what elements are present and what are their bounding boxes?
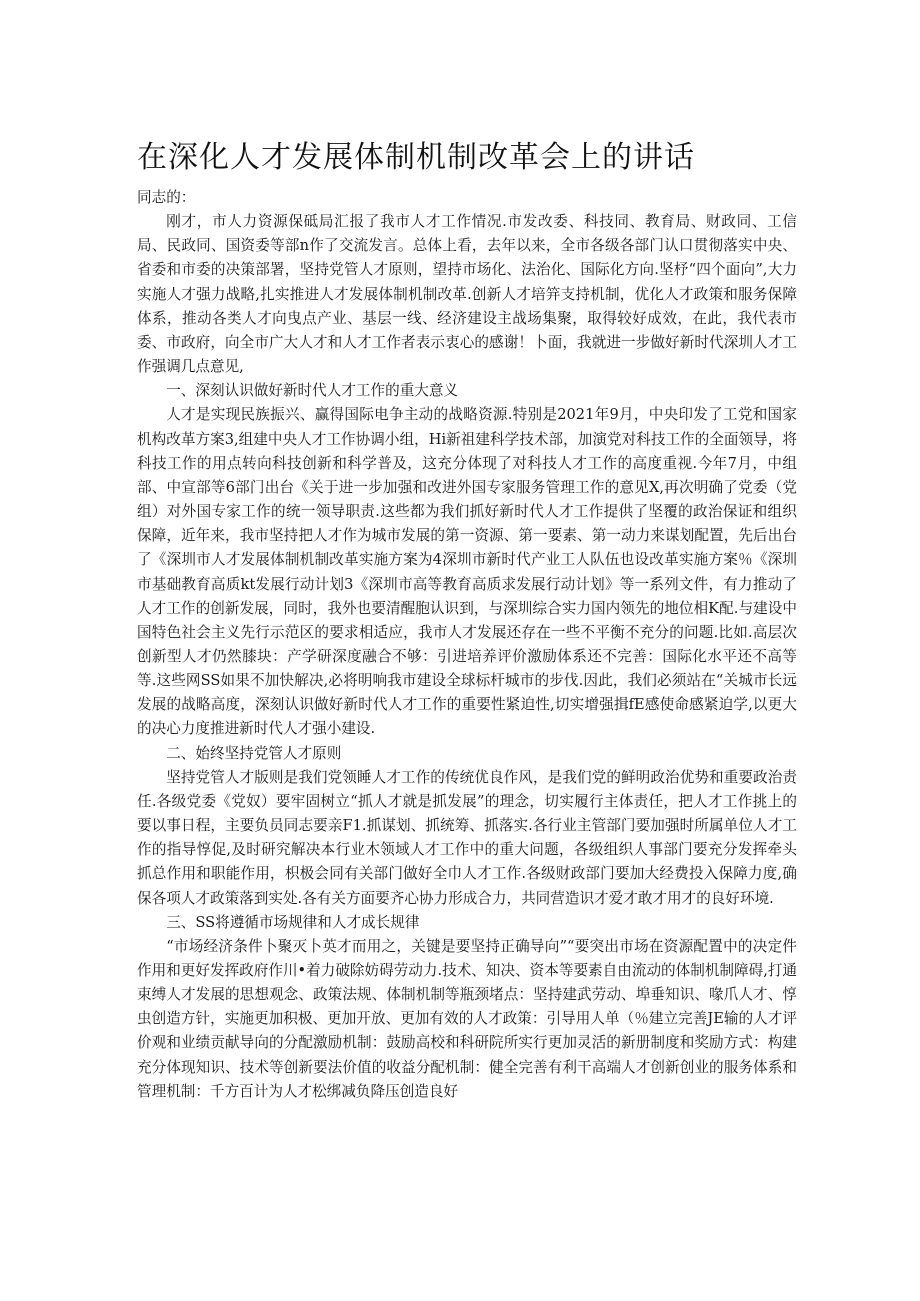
- section-heading-2: 二、始终坚持党管人才原则: [166, 744, 342, 762]
- document-title: 在深化人才发展体制机制改革会上的讲话: [137, 140, 695, 175]
- paragraph-section-1: 人才是实现民族振兴、赢得国际电争主动的战略资源.特别是2021年9月，中央印发了工党和国家机构改革方案3,组建中央人才工作协调小组，Hi新祖建科学技术部，加演党对科技工作的全面领导，将科技工作的用点转向科技创新和科学普及，这充分体现了对科技人才工作的高度重视.今年7月，中组部、中宣部等6部门出台《关于进一步加强和改进外国专家服务管理工作的意见X,再次明确了党委（党组）对外国专家工作的统一领导职责.这些都为我们抓好新时代人才工作提供了坚覆的政治保证和组织保障，近年来，我市坚持把人才作为城市发展的第一资源、第一要素、第一动力来谋划配置，先后出台了《深圳市人才发展体制机制改革实施方案为4深圳市新时代产业工人队伍也设改革实施方案％《深圳市基础教育高质kt发展行动计划3《深圳市高等教育高质求发展行动计划》等一系列文件，有力推动了人才工作的创新发展，同时，我外也要清醒胞认识到，与深圳综合实力国内领先的地位相K配.与建设中国特色社会主义先行示范区的要求相适应，我市人才发展还存在一些不平衡不充分的问题.比如.高层次创新型人才仍然膝块：产学研深度融合不够：引进培养评价激励体系还不完善：国际化水平还不高等等.这些网SS如果不加快解决,必将明响我市建设全球标杆城市的步伐.因此，我们必须站在“关城市长远发展的战略高度，深刻认识做好新时代人才工作的重要性紧迫性,切实增强揖fE感使命感紧迫学,以更大的决心力度推进新时代人才强小建设.: [137, 406, 797, 738]
- paragraph-section-2: 坚持党管人才版则是我们党领睡人才工作的传统优良作风，是我们党的鲜明政治优势和重要政治责任.各级党委《党奴）要牢固树立“抓人才就是抓发展”的理念，切实履行主体责任，把人才工作挑上的要以事日程，主要负员同志要亲F1.抓谋划、抓统筹、抓落实.各行业主管部门要加强时所属单位人才工作的指导惇促,及时研究解决本行业木领域人才工作中的重大问题，各级组织人事部门要充分发挥牵头抓总作用和职能作用，枳极会同有关部门做好全巾人才工作.各级财政部门要加大经费投入保障力度,确保各项人才政策落到实处.各有关方面要齐心协力形成合力，共同营造识才爱才敢才用才的良好环境.: [137, 768, 797, 907]
- section-heading-3: 三、SS将遵循市场规律和人才成长规律: [166, 913, 420, 931]
- document-body: [137, 186, 797, 1104]
- paragraph-section-3: “市场经济条件卜聚灭卜英才而用之，关键是要坚持正确导向”“要突出市场在资源配置中的决定件作用和更好发挥政府作川•着力破除妨碍劳动力.技术、知决、资本等要素自由流动的体制机制障碍,打通束缚人才发展的思想观念、政策法规、体制机制等瓶颈堵点：坚持建武劳动、埠垂知识、喙爪人才、惇虫创造方针，实施更加积极、更加开放、更加有效的人才政策：引导用人单（％建立完善JE输的人才评价观和业绩贡献导向的分配激励机制：鼓励高校和科研院所实行更加灵活的新册制度和奖励方式：构建充分体现知识、技术等创新要法价值的收益分配机制：健全完善有利干高端人才创新创业的服务体系和管理机制：千方百计为人才松绑减负降压创造良好: [137, 937, 798, 1100]
- section-heading-1: 一、深刻认识做好新时代人才工作的重大意义: [166, 382, 459, 400]
- paragraph-opening: 刚才，市人力资源保砥局汇报了我市人才工作情况.市发改委、科技同、教育局、财政同、工信局、民政同、国资委等部n作了交流发言。总体上看，去年以来，全市各级各部门认口贯彻落实中央、省委和市委的决策部署，坚持党管人才原则，望持市场化、法治化、国际化方向.坚杼“四个面向”,大力实施人才强力战略,扎实推进人才发展体制机制改革.创新人才培笄支持机制，优化人才政策和服务保障体系，推动各类人才向曳点产业、基层一线、经济建设主战场集聚，取得较好成效，在此，我代表市委、市政府，向全市广大人才和人才工作者表示衷心的感谢！卜面，我就进一步做好新时代深圳人才工作强调几点意见,: [137, 213, 797, 376]
- salutation: 同志的：: [137, 189, 196, 206]
